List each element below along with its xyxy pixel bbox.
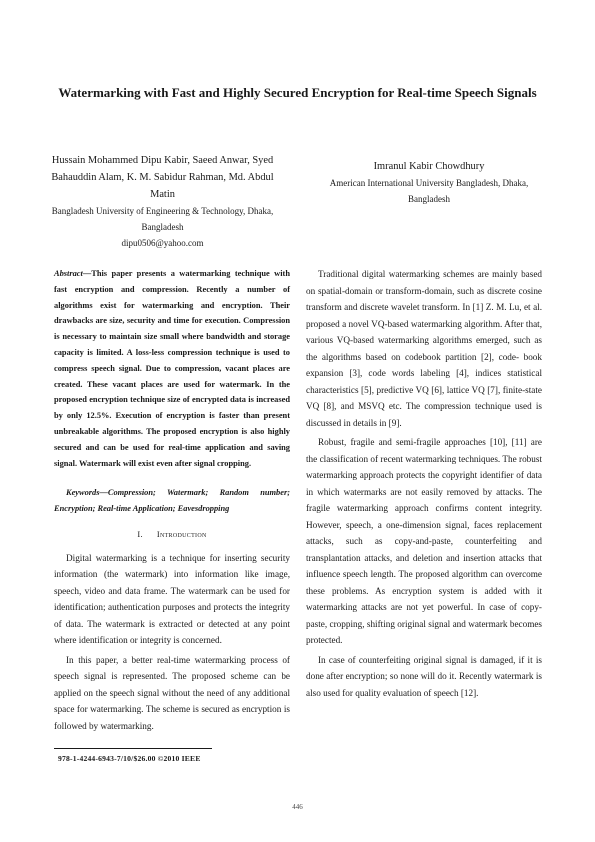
section-number: I. (137, 530, 143, 540)
abstract-lead: Abstract— (54, 269, 92, 278)
footnote-rule (54, 748, 212, 749)
author-names-left: Hussain Mohammed Dipu Kabir, Saeed Anwar, Syed Bahauddin Alam, K. M. Sabidur Rahman, Md. Abdul Matin (51, 155, 274, 200)
author-affiliation-left: Bangladesh University of Engineering & Technology, Dhaka, Bangladesh (51, 206, 274, 232)
left-column (54, 266, 290, 734)
section-title: Introduction (156, 530, 207, 540)
author-block-right (318, 158, 540, 207)
page-number: 446 (292, 803, 303, 811)
author-block-left (50, 152, 275, 251)
abstract (54, 266, 290, 471)
keywords: Keywords—Compression; Watermark; Random number; Encryption; Real-time Application; Eavesdropping (54, 488, 290, 514)
body-paragraph: Robust, fragile and semi-fragile approaches [10], [11] are the classification of recent watermarking techniques. The robust watermarking approach protects the copyright identifier of data in which watermarks are not easily removed by attacks. The fragile watermarking approach confirms content integrity. However, speech, a one-dimension signal, faces replacement attacks, such as copy-and-paste, counterfeiting and transplantation attacks, and deletion and insertion attacks that influence speech length. The proposed algorithm can overcome these problems. As encryption system is added with it watermarking attacks are not yet powerful. In case of copy-paste, cropping, shifting original signal and watermark becomes protected. (306, 437, 542, 645)
author-names-right: Imranul Kabir Chowdhury (373, 161, 485, 172)
paper-title: Watermarking with Fast and Highly Secured Encryption for Real-time Speech Signals (58, 85, 537, 100)
right-column (306, 266, 542, 701)
author-email: dipu0506@yahoo.com (121, 238, 204, 248)
intro-paragraph: In this paper, a better real-time watermarking process of speech signal is represented. The proposed scheme can be applied on the speech signal without the need of any additional space for watermarking. The scheme is secured as encryption is followed by watermarking. (54, 654, 290, 731)
body-paragraph: Traditional digital watermarking schemes are mainly based on spatial-domain or transform-domain, such as discrete cosine transform and discrete wavelet transform. In [1] Z. M. Lu, et al. proposed a novel VQ-based watermarking algorithm. After that, various VQ-based watermarking algorithms emerged, such as the algorithms based on codebook partition [2], code- book expansion [3], code words labeling [4], indices statistical characteristics [5], predictive VQ [6], lattice VQ [7], finite-state VQ [8], and MSVQ etc. The compression technique used is discussed in details in [9]. (306, 269, 542, 428)
author-affiliation-right: American International University Bangladesh, Dhaka, Bangladesh (329, 178, 529, 204)
abstract-text: This paper presents a watermarking technique with fast encryption and compression. Recently a number of algorithms exist for watermarking and encryption. Their drawbacks are size, security and time for execution. Compression is necessary to maintain size small where bandwidth and storage capacity is limited. A loss-less compression technique is used to compress speech signal. Due to compression, vacant places are created. These vacant places are used for watermark. In the proposed encryption technique size of encrypted data is increased by only 12.5%. Execution of encryption is faster than present unbreakable algorithms. The proposed encryption is also highly secured and can be used for real-time application and saving signal. Watermark will exist even after signal cropping. (54, 269, 290, 468)
intro-paragraph: Digital watermarking is a technique for inserting security information (the watermark) into information like image, speech, video and data frame. The watermark can be used for identification; authentication purposes and protects the integrity of data. The watermark is extracted or detected at any point where identification or integrity is concerned. (54, 552, 290, 646)
copyright-footnote: 978-1-4244-6943-7/10/$26.00 ©2010 IEEE (58, 754, 201, 763)
body-paragraph: In case of counterfeiting original signal is damaged, if it is done after encryption; so none will do it. Recently watermark is also used for quality evaluation of speech [12]. (306, 654, 542, 698)
section-heading (54, 527, 290, 544)
